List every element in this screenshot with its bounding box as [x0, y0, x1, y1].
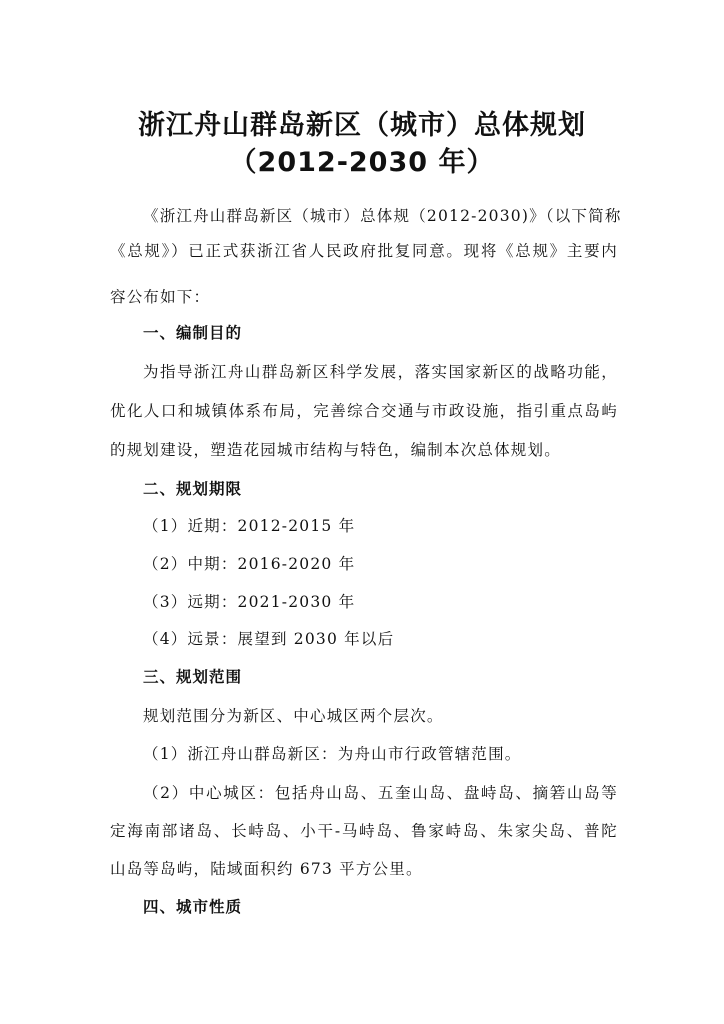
document-title-period: （2012-2030 年） [229, 147, 495, 178]
period-item-mid: （2）中期：2016-2020 年 [143, 555, 356, 573]
scope-line-2: （1）浙江舟山群岛新区：为舟山市行政管辖范围。 [143, 745, 522, 763]
period-item-near: （1）近期：2012-2015 年 [143, 517, 356, 535]
scope-line-5: 山岛等岛屿，陆域面积约 673 平方公里。 [110, 860, 423, 878]
scope-line-1: 规划范围分为新区、中心城区两个层次。 [143, 707, 444, 725]
section-heading-purpose: 一、编制目的 [143, 324, 243, 342]
intro-line-3: 容公布如下： [110, 288, 211, 306]
intro-line-2: 《总规》）已正式获浙江省人民政府批复同意。现将《总规》主要内 [110, 242, 618, 260]
section-heading-nature: 四、城市性质 [143, 898, 243, 916]
section-heading-scope: 三、规划范围 [143, 668, 243, 686]
purpose-line-3: 的规划建设，塑造花园城市结构与特色，编制本次总体规划。 [110, 441, 561, 459]
period-item-vision: （4）远景：展望到 2030 年以后 [143, 630, 395, 648]
intro-line-1: 《浙江舟山群岛新区（城市）总体规（2012-2030)》（以下简称 [143, 207, 622, 225]
scope-line-4: 定海南部诸岛、长峙岛、小干-马峙岛、鲁家峙岛、朱家尖岛、普陀 [110, 822, 618, 840]
document-title: 浙江舟山群岛新区（城市）总体规划 [138, 110, 586, 141]
purpose-line-2: 优化人口和城镇体系布局，完善综合交通与市政设施，指引重点岛屿 [110, 402, 618, 420]
section-heading-period: 二、规划期限 [143, 480, 243, 498]
purpose-line-1: 为指导浙江舟山群岛新区科学发展，落实国家新区的战略功能， [143, 363, 618, 381]
scope-line-3: （2）中心城区：包括舟山岛、五奎山岛、盘峙岛、摘箬山岛等 [143, 784, 618, 802]
period-item-far: （3）远期：2021-2030 年 [143, 593, 356, 611]
